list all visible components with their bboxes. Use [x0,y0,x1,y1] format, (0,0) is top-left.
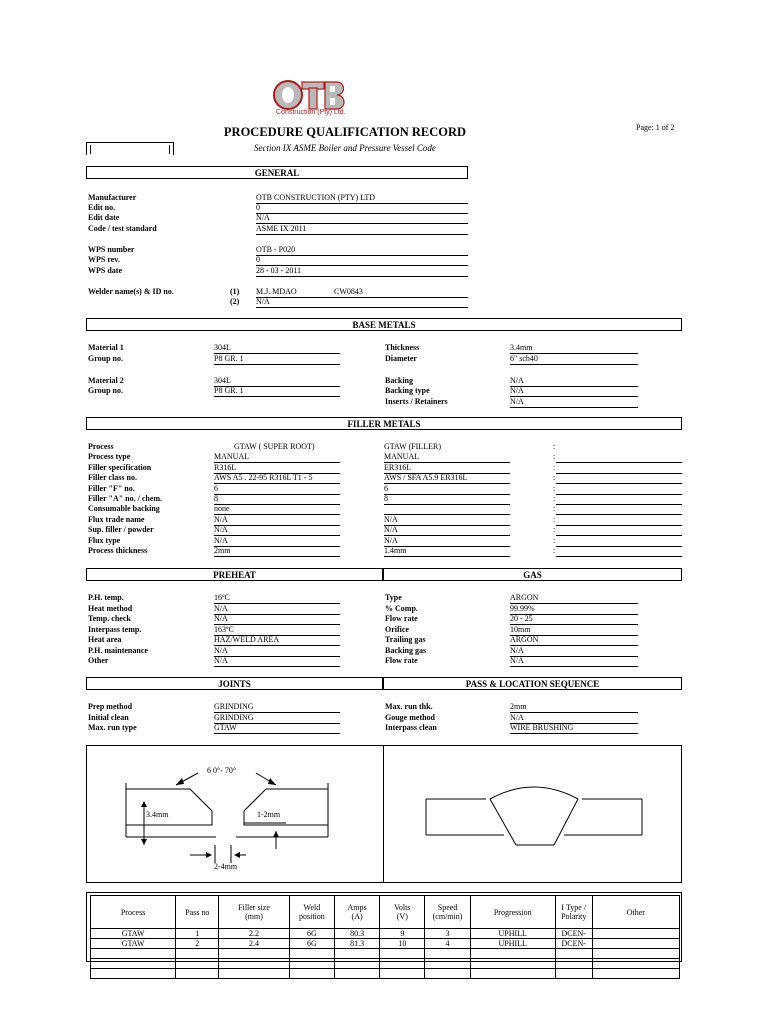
base-metal-label: Group no. [88,386,123,395]
base-metal-value: N/A [510,386,638,397]
runs-cell: UPHILL [470,929,555,939]
runs-column-header [91,896,176,929]
runs-header-text: (A) [351,912,363,921]
preheat-label: P.H. temp. [88,593,124,602]
joints-value: GRINDING [214,713,340,724]
filler-value-3 [556,515,682,526]
runs-cell [425,949,470,959]
filler-value-2: N/A [384,536,510,547]
runs-column-header [470,896,555,929]
runs-row [91,949,680,959]
filler-colon: : [553,452,556,462]
joints-label: Initial clean [88,712,129,722]
base-metal-value: 6" sch40 [510,354,638,365]
gas-label: Orifice [385,624,409,634]
filler-value-3 [556,536,682,547]
runs-cell [91,959,176,969]
runs-cell [470,969,555,979]
runs-cell: 2.4 [219,939,289,949]
logo-subtitle: Construction (Pty) Ltd. [276,109,346,116]
gas-value: N/A [510,656,638,667]
runs-cell: 9 [380,929,425,939]
base-metal-value: 304L [214,376,340,387]
pass-sequence-header: PASS & LOCATION SEQUENCE [383,677,682,690]
runs-cell [334,949,379,959]
runs-cell: GTAW [91,939,176,949]
filler-label: Filler "F" no. [88,483,135,493]
filler-value-1: none [214,504,340,515]
base-metal-label: Material 2 [88,376,124,385]
preheat-label: Other [88,656,109,665]
filler-label: Consumable backing [88,504,160,514]
filler-colon: : [553,462,556,472]
gas-label: % Comp. [385,603,418,613]
gas-label: Backing gas [385,645,427,655]
joints-value: GTAW [214,723,340,734]
gas-value: N/A [510,646,638,657]
general-value: 0 [256,203,468,214]
base-metal-value: 304L [214,343,340,354]
preheat-label: Heat area [88,635,122,644]
filler-value-3 [556,473,682,484]
runs-cell [592,949,679,959]
general-label: Edit no. [88,203,116,212]
runs-cell [289,959,334,969]
runs-cell: 6G [289,939,334,949]
filler-colon: : [553,504,556,514]
runs-cell [176,959,219,969]
filler-label: Process thickness [88,546,148,555]
runs-column-header [334,896,379,929]
base-metal-label: Material 1 [88,343,124,352]
welder1-number: (1) [230,287,240,296]
general-value: OTB CONSTRUCTION (PTY) LTD [256,193,468,204]
runs-cell [380,959,425,969]
runs-cell [219,969,289,979]
filler-value-2: ER316L [384,463,510,474]
base-metal-value: P8 GR. 1 [214,386,340,397]
runs-row [91,959,680,969]
filler-value-1: 6 [214,484,340,495]
land-label: 1-2mm [257,810,281,819]
filler-value-1: 2mm [214,546,340,557]
base-metal-label: Thickness [385,343,420,352]
pass-label: Interpass clean [385,723,437,732]
welder2-number: (2) [230,297,240,306]
filler-colon: : [553,473,556,483]
filler-value-2: N/A [384,525,510,536]
filler-colon: : [553,546,556,555]
filler-value-1: AWS A5 . 22-95 R316L T1 - 5 [214,473,340,484]
pass-value: N/A [510,713,638,724]
runs-cell [219,949,289,959]
runs-cell: 1 [176,929,219,939]
filler-colon: : [553,514,556,524]
pass-value: 2mm [510,702,638,713]
general-label: WPS date [88,266,122,275]
filler-value-2: 8 [384,494,510,505]
filler-value-1: 8 [214,494,340,505]
filler-colon: : [553,494,556,503]
otb-logo-icon [272,78,348,112]
runs-cell [334,959,379,969]
runs-column-header [425,896,470,929]
filler-value-1: MANUAL [214,452,340,463]
runs-cell [289,949,334,959]
runs-cell: 81.3 [334,939,379,949]
runs-cell [425,969,470,979]
runs-cell: 4 [425,939,470,949]
runs-header-text: Other [626,907,645,917]
runs-cell: DCEN- [555,939,592,949]
runs-column-header [176,896,219,929]
gas-header: GAS [383,568,682,581]
filler-value-2 [384,504,510,515]
filler-value-3 [556,525,682,536]
runs-cell: 10 [380,939,425,949]
preheat-value: N/A [214,646,340,657]
base-metals-header: BASE METALS [86,318,682,331]
filler-value-3 [556,504,682,515]
filler-label: Filler specification [88,462,152,472]
filler-value-2: N/A [384,515,510,526]
gas-value: 20 - 25 [510,614,638,625]
runs-header-text: Pass no [185,907,210,917]
general-value: N/A [256,213,468,224]
base-metal-label: Backing [385,376,414,385]
pass-value: WIRE BRUSHING [510,723,638,734]
runs-header-text: Speed [437,903,458,912]
preheat-label: Interpass temp. [88,624,142,634]
runs-header-text: Volts [394,903,411,912]
filler-label: Filler class no. [88,473,137,483]
filler-colon: : [553,442,556,451]
general-label: WPS rev. [88,255,120,264]
filler-value-3 [556,452,682,463]
gas-value: ARGON [510,635,638,646]
runs-cell: 80.3 [334,929,379,939]
runs-row [91,939,680,949]
general-label: Manufacturer [88,193,137,202]
filler-value-3 [556,484,682,495]
pass-label: Gouge method [385,712,435,722]
filler-value-1: N/A [214,525,340,536]
runs-row [91,929,680,939]
runs-cell: 2 [176,939,219,949]
filler-value-2: MANUAL [384,452,510,463]
weld-joint-diagram [86,745,682,883]
runs-cell [592,939,679,949]
base-metal-value: N/A [510,397,638,408]
runs-cell [592,929,679,939]
filler-value-1: GTAW ( SUPER ROOT) [234,442,315,451]
general-label: Code / test standard [88,224,157,233]
general-label: Edit date [88,213,120,222]
pass-label: Max. run thk. [385,702,433,711]
company-logo [272,78,348,120]
filler-value-2: 1.4mm [384,546,510,557]
filler-value-1: N/A [214,515,340,526]
general-value: 28 - 03 - 2011 [256,266,468,277]
base-metal-value: P8 GR. 1 [214,354,340,365]
gap-label: 2-4mm [214,862,238,871]
preheat-value: 16ºC [214,593,340,604]
runs-table [90,895,680,979]
filler-value-3 [556,494,682,505]
gas-value: 10mm [510,625,638,636]
general-label: WPS number [88,245,135,254]
runs-header-text: position [298,912,325,921]
joints-header: JOINTS [86,677,383,690]
runs-header-text: Weld [303,903,321,912]
base-metal-value: N/A [510,376,638,387]
runs-column-header [555,896,592,929]
page-subtitle: Section IX ASME Boiler and Pressure Vessel Code [254,143,436,153]
gas-label: Flow rate [385,614,418,623]
preheat-value: N/A [214,604,340,615]
filler-value-2: GTAW (FILLER) [384,442,442,451]
page-title: PROCEDURE QUALIFICATION RECORD [223,125,467,139]
filler-value-3 [556,546,682,557]
angle-label: 6 0°- 70° [207,766,237,775]
runs-column-header [219,896,289,929]
runs-row [91,969,680,979]
runs-cell: DCEN- [555,929,592,939]
welder1-id: CW0843 [334,287,363,296]
runs-cell [289,969,334,979]
preheat-value: 163ºC [214,625,340,636]
runs-cell [555,949,592,959]
runs-cell [380,969,425,979]
welder2-field: N/A [256,297,468,308]
general-value: OTB - P020 [256,245,468,256]
joints-value: GRINDING [214,702,340,713]
runs-cell: 6G [289,929,334,939]
runs-cell: UPHILL [470,939,555,949]
preheat-header: PREHEAT [86,568,383,581]
filler-metals-header: FILLER METALS [86,417,682,430]
runs-cell [555,959,592,969]
runs-header-text: (V) [396,912,408,921]
runs-header-text: (cm/min) [432,912,463,921]
runs-cell: 2.2 [219,929,289,939]
general-value: 0 [256,255,468,266]
joints-label: Max. run type [88,723,137,732]
runs-cell [380,949,425,959]
filler-colon: : [553,525,556,535]
runs-cell [470,959,555,969]
filler-colon: : [553,535,556,545]
runs-header-text: Amps [347,903,367,912]
preheat-value: N/A [214,656,340,667]
runs-header-text: Polarity [561,912,587,921]
runs-header-text: Filler size [238,903,270,912]
runs-cell [425,959,470,969]
filler-label: Process type [88,452,131,462]
filler-value-2: 6 [384,484,510,495]
runs-column-header [289,896,334,929]
filler-label: Filler "A" no. / chem. [88,494,163,503]
general-value: ASME IX 2011 [256,224,468,235]
page-number: Page: 1 of 2 [636,123,675,132]
runs-header-text: Progression [493,907,532,917]
runs-header-text: I Type / [561,903,587,912]
runs-cell [91,949,176,959]
gas-label: Trailing gas [385,635,426,644]
filler-label: Sup. filler / powder [88,525,154,535]
runs-header-text: (mm) [245,912,263,921]
gas-value: ARGON [510,593,638,604]
runs-cell [176,949,219,959]
title-bracket-inner [90,145,170,154]
filler-value-3 [556,463,682,474]
joints-label: Prep method [88,702,133,711]
filler-label: Flux type [88,535,121,545]
runs-cell [555,969,592,979]
gas-label: Flow rate [385,656,418,665]
preheat-label: Heat method [88,603,133,613]
runs-cell [334,969,379,979]
preheat-value: N/A [214,614,340,625]
gas-label: Type [385,593,402,602]
runs-cell: 3 [425,929,470,939]
runs-cell [219,959,289,969]
preheat-label: P.H. maintenance [88,645,148,655]
filler-value-1: R316L [214,463,340,474]
base-metal-label: Diameter [385,354,417,363]
filler-label: Process [88,442,114,451]
thickness-label: 3.4mm [146,810,169,819]
general-header: GENERAL [86,166,468,179]
welder-label: Welder name(s) & ID no. [88,287,174,296]
base-metal-label: Inserts / Retainers [385,397,448,406]
filler-colon: : [553,483,556,493]
base-metal-label: Backing type [385,386,430,395]
runs-cell [592,969,679,979]
runs-column-header [592,896,679,929]
runs-cell [470,949,555,959]
runs-cell [91,969,176,979]
filler-label: Flux trade name [88,514,145,524]
runs-column-header [380,896,425,929]
filler-value-2: AWS / SFA A5.9 ER316L [384,473,510,484]
welder1-name: M.J. MDAO [256,287,297,296]
runs-cell [592,959,679,969]
runs-cell: GTAW [91,929,176,939]
preheat-value: HAZ/WELD AREA [214,635,340,646]
gas-value: 99.99% [510,604,638,615]
runs-cell [176,969,219,979]
base-metal-value: 3.4mm [510,343,638,354]
filler-value-1: N/A [214,536,340,547]
runs-header-text: Process [120,907,146,917]
base-metal-label: Group no. [88,354,123,363]
preheat-label: Temp. check [88,614,131,623]
